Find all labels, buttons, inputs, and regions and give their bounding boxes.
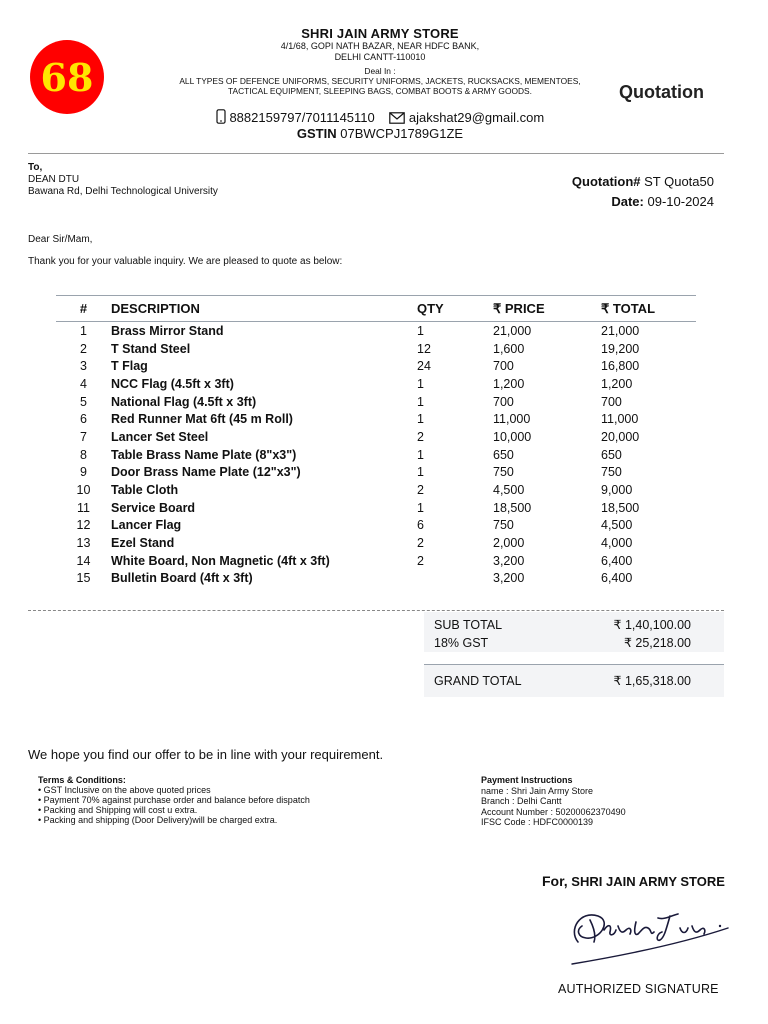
- authorized-signature-label: AUTHORIZED SIGNATURE: [558, 982, 719, 996]
- item-qty: 1: [417, 447, 424, 462]
- item-qty: 1: [417, 412, 424, 427]
- header-divider: [28, 153, 724, 154]
- for-label: For,: [542, 873, 568, 889]
- payment-line: Branch : Delhi Cantt: [481, 796, 562, 806]
- item-total: 11,000: [601, 412, 639, 427]
- subtotal-value: ₹ 1,40,100.00: [613, 618, 691, 632]
- item-qty: [417, 570, 493, 588]
- item-total: 20,000: [601, 429, 640, 444]
- item-price: 700: [493, 359, 514, 374]
- table-row: [56, 534, 696, 552]
- payment-heading: Payment Instructions: [481, 775, 573, 785]
- totals-block: [424, 612, 724, 652]
- item-number: 14: [76, 553, 91, 568]
- store-name: SHRI JAIN ARMY STORE: [301, 26, 459, 41]
- item-description: Door Brass Name Plate (12"x3"): [111, 465, 301, 480]
- signoff-line: [542, 873, 725, 889]
- item-number: 12: [76, 518, 91, 533]
- item-description: Brass Mirror Stand: [111, 323, 224, 338]
- deal-in-line-2: TACTICAL EQUIPMENT, SLEEPING BAGS, COMBAT BOOTS & ARMY GOODS.: [228, 86, 532, 96]
- item-total: 19,200: [601, 341, 640, 356]
- item-number: 11: [77, 500, 90, 515]
- recipient-name: DEAN DTU: [28, 174, 80, 185]
- item-number: 7: [80, 429, 87, 444]
- gst-label: 18% GST: [434, 636, 489, 650]
- table-row: [56, 499, 696, 517]
- item-price: 11,000: [493, 412, 531, 427]
- item-total: 650: [601, 447, 622, 462]
- item-description: NCC Flag (4.5ft x 3ft): [111, 376, 234, 391]
- deal-in-line-1: ALL TYPES OF DEFENCE UNIFORMS, SECURITY UNIFORMS, JACKETS, RUCKSACKS, MEMENTOES,: [179, 76, 581, 86]
- item-number: 8: [80, 447, 87, 462]
- payment-line: IFSC Code : HDFC0000139: [481, 817, 594, 827]
- item-total: 21,000: [601, 323, 640, 338]
- gst-row: [424, 634, 724, 652]
- item-number: 10: [76, 483, 91, 498]
- date-label: Date:: [611, 194, 644, 209]
- payment-line: Account Number : 50200062370490: [481, 806, 626, 817]
- item-price: 1,600: [493, 341, 525, 356]
- item-qty: 12: [417, 341, 431, 356]
- item-price: 3,200: [493, 553, 525, 568]
- gstin-label: GSTIN: [296, 126, 337, 141]
- item-price: 700: [493, 394, 514, 409]
- store-address-line-1: 4/1/68, GOPI NATH BAZAR, NEAR HDFC BANK,: [280, 41, 480, 51]
- item-description: T Flag: [111, 359, 148, 374]
- table-header-row: [56, 296, 696, 322]
- table-row: [56, 357, 696, 375]
- mobile-phone-icon: [216, 109, 226, 127]
- header-qty: QTY: [417, 296, 493, 322]
- item-qty: 1: [417, 376, 424, 391]
- item-description: Table Brass Name Plate (8"x3"): [111, 447, 297, 462]
- contact-line: [150, 109, 610, 127]
- closing-text: We hope you find our offer to be in line with your requirement.: [28, 747, 384, 762]
- item-price: 650: [493, 447, 514, 462]
- item-qty: 6: [417, 518, 424, 533]
- item-price: 3,200: [493, 571, 525, 586]
- gstin-line: [150, 126, 610, 141]
- terms-item: • Packing and shipping (Door Delivery)will be charged extra.: [38, 815, 278, 825]
- item-total: 6,400: [601, 571, 633, 586]
- item-description: White Board, Non Magnetic (4ft x 3ft): [111, 553, 330, 568]
- subtotal-row: [424, 616, 724, 634]
- item-price: 10,000: [493, 429, 532, 444]
- to-label: To,: [28, 162, 43, 173]
- item-number: 5: [80, 394, 87, 409]
- subtotal-label: SUB TOTAL: [434, 618, 503, 632]
- table-row: [56, 375, 696, 393]
- terms-heading: Terms & Conditions:: [38, 775, 126, 785]
- recipient-address: Bawana Rd, Delhi Technological University: [28, 186, 218, 197]
- payment-block: [481, 775, 626, 828]
- terms-block: [38, 775, 310, 825]
- table-row: [56, 340, 696, 358]
- table-row: [56, 410, 696, 428]
- item-total: 9,000: [601, 483, 633, 498]
- item-total: 700: [601, 394, 622, 409]
- email-address: ajakshat29@gmail.com: [408, 110, 545, 125]
- item-price: 21,000: [493, 323, 532, 338]
- header-price: ₹ PRICE: [493, 296, 601, 322]
- store-address-line-2: DELHI CANTT-110010: [334, 52, 426, 62]
- header-number: #: [56, 296, 111, 322]
- item-description: Table Cloth: [111, 483, 179, 498]
- header-total: ₹ TOTAL: [601, 296, 696, 322]
- grand-total-row: [424, 665, 724, 697]
- item-price: 2,000: [493, 536, 525, 551]
- quotation-number: ST Quota50: [644, 174, 714, 189]
- table-end-divider: [28, 610, 724, 611]
- item-qty: 1: [417, 394, 424, 409]
- item-total: 4,000: [601, 536, 633, 551]
- item-qty: 1: [417, 465, 424, 480]
- item-qty: 2: [417, 429, 424, 444]
- table-row: [56, 570, 696, 588]
- item-total: 750: [601, 465, 622, 480]
- table-row: [56, 446, 696, 464]
- item-number: 13: [76, 536, 91, 551]
- signoff-store-name: SHRI JAIN ARMY STORE: [571, 874, 725, 889]
- item-price: 750: [493, 465, 514, 480]
- item-qty: 2: [417, 553, 424, 568]
- quotation-date: 09-10-2024: [647, 194, 714, 209]
- item-number: 9: [80, 465, 87, 480]
- quotation-meta: [470, 172, 714, 212]
- item-qty: 2: [417, 483, 424, 498]
- item-total: 6,400: [601, 553, 633, 568]
- item-description: Ezel Stand: [111, 536, 175, 551]
- intro-text: Thank you for your valuable inquiry. We are pleased to quote as below:: [28, 256, 343, 267]
- item-qty: 1: [417, 323, 424, 338]
- item-total: 18,500: [601, 500, 640, 515]
- grand-total-label: GRAND TOTAL: [434, 674, 522, 688]
- item-description: National Flag (4.5ft x 3ft): [111, 394, 257, 409]
- gst-value: ₹ 25,218.00: [623, 636, 691, 650]
- item-total: 4,500: [601, 518, 633, 533]
- table-row: [56, 481, 696, 499]
- item-description: Bulletin Board (4ft x 3ft): [111, 571, 253, 586]
- payment-line: name : Shri Jain Army Store: [481, 785, 594, 796]
- item-description: Red Runner Mat 6ft (45 m Roll): [111, 412, 293, 427]
- deal-in-heading: Deal In :: [364, 66, 396, 76]
- item-total: 1,200: [601, 376, 633, 391]
- item-price: 18,500: [493, 500, 532, 515]
- phone-number: 8882159797/7011145110: [229, 110, 375, 125]
- handwritten-signature: [560, 900, 740, 970]
- item-price: 1,200: [493, 376, 525, 391]
- item-qty: 1: [417, 500, 424, 515]
- item-price: 750: [493, 518, 514, 533]
- item-price: 4,500: [493, 483, 525, 498]
- terms-item: • GST Inclusive on the above quoted prices: [38, 785, 211, 795]
- item-number: 2: [80, 341, 87, 356]
- quotation-number-label: Quotation#: [571, 174, 641, 189]
- item-description: Lancer Set Steel: [111, 429, 209, 444]
- greeting: Dear Sir/Mam,: [28, 234, 93, 245]
- item-description: T Stand Steel: [111, 341, 191, 356]
- items-table: [56, 295, 696, 587]
- item-description: Lancer Flag: [111, 518, 182, 533]
- envelope-icon: [389, 112, 405, 127]
- table-row: [56, 517, 696, 535]
- recipient-block: [28, 162, 218, 198]
- grand-total-block: [424, 664, 724, 697]
- table-row: [56, 552, 696, 570]
- item-total: 16,800: [601, 359, 640, 374]
- item-number: 6: [80, 412, 87, 427]
- header-description: DESCRIPTION: [111, 296, 417, 322]
- item-number: 3: [80, 359, 87, 374]
- document-title: Quotation: [619, 82, 704, 102]
- items-table-body: [56, 322, 696, 588]
- item-number: 15: [76, 571, 91, 586]
- item-number: 1: [80, 323, 87, 338]
- terms-item: • Payment 70% against purchase order and balance before dispatch: [38, 795, 310, 805]
- gstin-value: 07BWCPJ1789G1ZE: [340, 126, 464, 141]
- terms-item: • Packing and Shipping will cost u extra.: [38, 805, 198, 815]
- table-row: [56, 428, 696, 446]
- table-row: [56, 393, 696, 411]
- store-header: [150, 26, 610, 96]
- table-row: [56, 322, 696, 340]
- item-qty: 24: [417, 359, 431, 374]
- item-number: 4: [80, 376, 87, 391]
- item-description: Service Board: [111, 500, 196, 515]
- item-qty: 2: [417, 536, 424, 551]
- table-row: [56, 464, 696, 482]
- page-number-badge: 68: [30, 40, 104, 114]
- grand-total-value: ₹ 1,65,318.00: [613, 674, 691, 688]
